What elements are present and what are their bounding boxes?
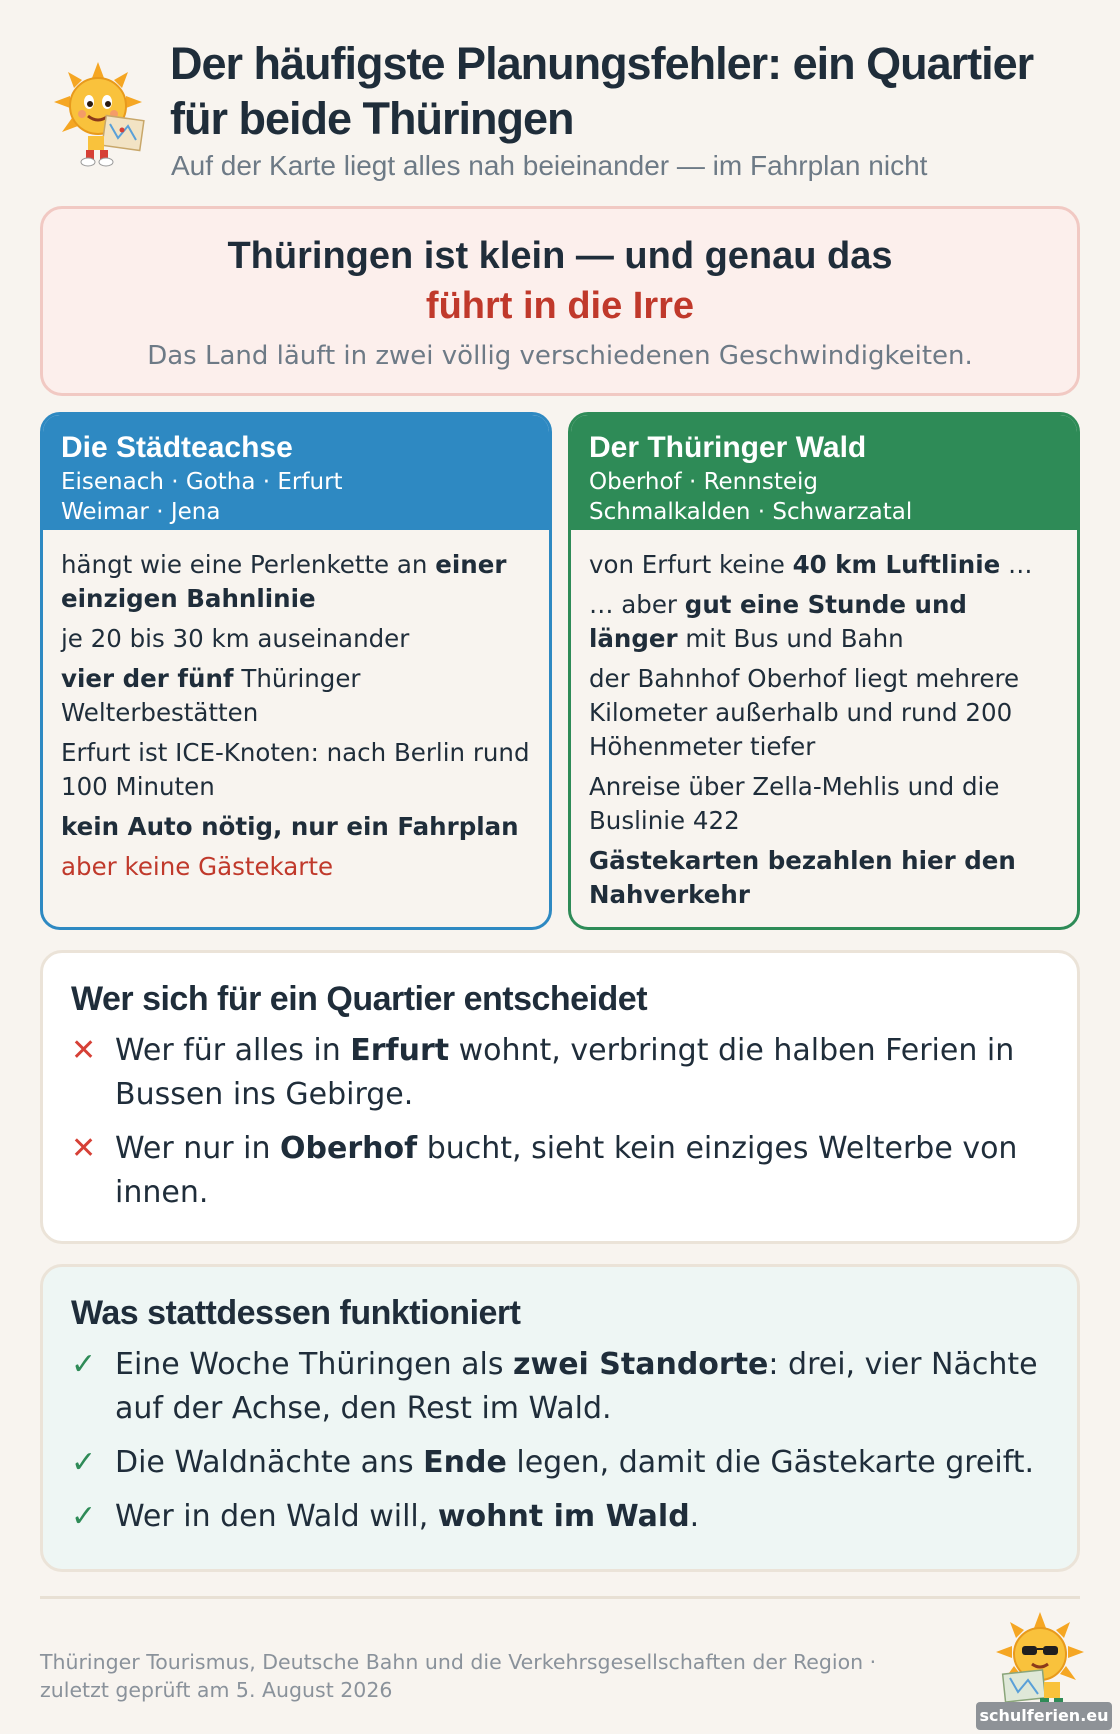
forest-fact: Anreise über Zella-Mehlis und die Buslinie 422 bbox=[589, 772, 1000, 835]
solution-title: Was stattdessen funktioniert bbox=[71, 1294, 521, 1332]
forest-places: Oberhof · Rennsteig bbox=[589, 469, 818, 495]
header bbox=[40, 30, 1080, 190]
cross-icon: ✕ bbox=[71, 1131, 97, 1166]
solution-panel bbox=[40, 1264, 1080, 1572]
solution-item: ✓ Wer in den Wald will, wohnt im Wald. bbox=[71, 1495, 1051, 1539]
forest-card bbox=[568, 412, 1080, 930]
warning-item: ✕ Wer für alles in Erfurt wohnt, verbringt die halben Ferien in Bussen ins Gebirge. bbox=[71, 1029, 1051, 1117]
city-axis-card bbox=[40, 412, 552, 930]
forest-card-body bbox=[571, 530, 1077, 912]
check-icon: ✓ bbox=[71, 1499, 97, 1534]
intro-subtext: Das Land läuft in zwei völlig verschiedenen Geschwindigkeiten. bbox=[147, 341, 973, 371]
city-axis-title: Die Städteachse bbox=[61, 431, 293, 464]
check-icon: ✓ bbox=[71, 1347, 97, 1382]
intro-headline-highlight: führt in die Irre bbox=[425, 285, 695, 327]
warning-item: ✕ Wer nur in Oberhof bucht, sieht kein einziges Welterbe von innen. bbox=[71, 1127, 1051, 1215]
forest-places: Schmalkalden · Schwarzatal bbox=[589, 499, 913, 525]
forest-fact: von Erfurt keine 40 km Luftlinie … bbox=[589, 550, 1033, 579]
city-axis-card-body bbox=[43, 530, 549, 884]
check-icon: ✓ bbox=[71, 1445, 97, 1480]
warning-title: Wer sich für ein Quartier entscheidet bbox=[71, 980, 648, 1018]
city-fact: kein Auto nötig, nur ein Fahrplan bbox=[61, 812, 519, 841]
intro-headline: Thüringen ist klein — und genau das bbox=[227, 235, 893, 277]
sun-mascot-with-map-icon bbox=[48, 60, 148, 170]
forest-fact: Gästekarten bezahlen hier den Nahverkehr bbox=[589, 846, 1016, 909]
solution-item: ✓ Eine Woche Thüringen als zwei Standorte: drei, vier Nächte auf der Achse, den Rest im Wald. bbox=[71, 1343, 1051, 1431]
cross-icon: ✕ bbox=[71, 1033, 97, 1068]
intro-box bbox=[40, 206, 1080, 396]
page-title: Der häufigste Planungsfehler: ein Quartier für beide Thüringen bbox=[170, 38, 1034, 144]
forest-title: Der Thüringer Wald bbox=[589, 431, 867, 464]
city-axis-places: Weimar · Jena bbox=[61, 499, 221, 525]
city-axis-card-header bbox=[43, 415, 549, 530]
forest-fact: der Bahnhof Oberhof liegt mehrere Kilometer außerhalb und rund 200 Höhenmeter tiefer bbox=[589, 664, 1020, 761]
city-axis-places: Eisenach · Gotha · Erfurt bbox=[61, 469, 343, 495]
warning-panel bbox=[40, 950, 1080, 1244]
brand-badge: schulferien.eu bbox=[976, 1702, 1112, 1730]
city-fact: hängt wie eine Perlenkette an einer einzigen Bahnlinie bbox=[61, 550, 507, 613]
forest-card-header bbox=[571, 415, 1077, 530]
footer-divider bbox=[40, 1596, 1080, 1599]
page-subtitle: Auf der Karte liegt alles nah beieinander — im Fahrplan nicht bbox=[171, 150, 928, 181]
city-fact: je 20 bis 30 km auseinander bbox=[61, 624, 410, 653]
city-fact: Erfurt ist ICE-Knoten: nach Berlin rund 100 Minuten bbox=[61, 738, 530, 801]
city-fact: vier der fünf Thüringer Welterbestätten bbox=[61, 664, 361, 727]
forest-fact: … aber gut eine Stunde und länger mit Bus und Bahn bbox=[589, 590, 967, 653]
solution-item: ✓ Die Waldnächte ans Ende legen, damit die Gästekarte greift. bbox=[71, 1441, 1051, 1485]
city-fact-warning: aber keine Gästekarte bbox=[61, 852, 334, 881]
source-note: Thüringer Tourismus, Deutsche Bahn und die Verkehrsgesellschaften der Region · zuletzt geprüft am 5. August 2026 bbox=[40, 1650, 877, 1702]
